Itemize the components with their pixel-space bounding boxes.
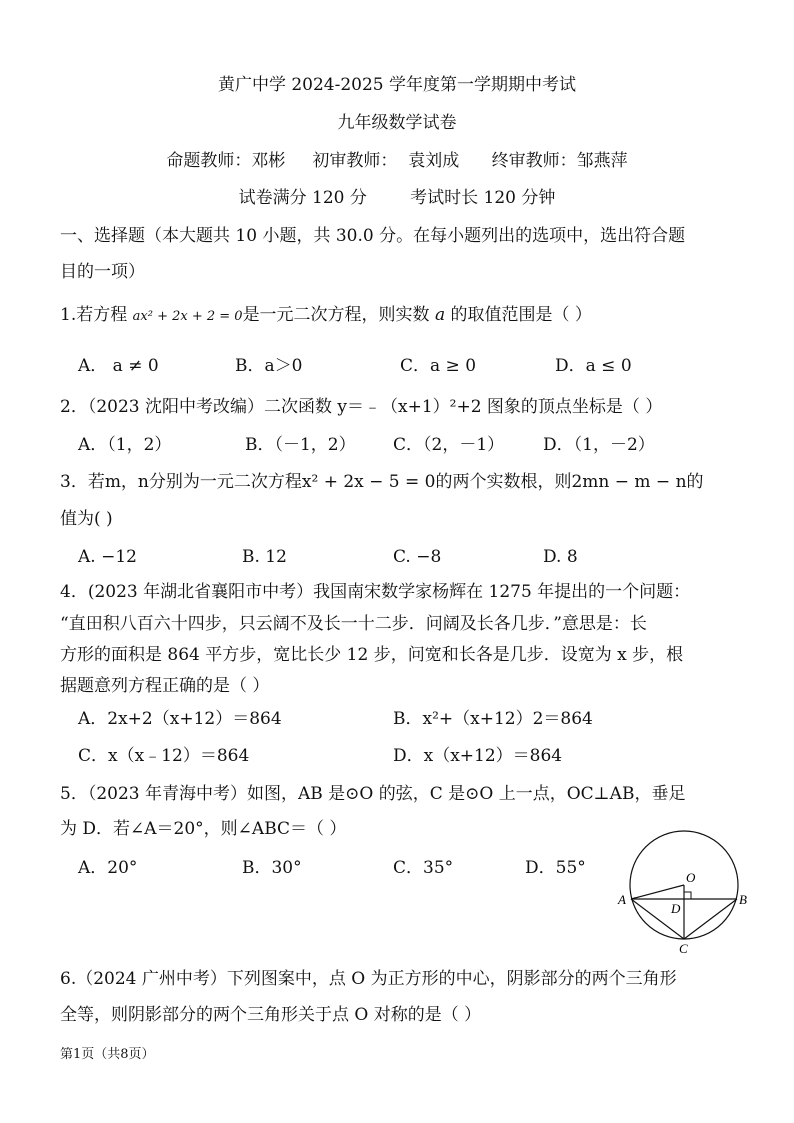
q1-variable: a [434,305,446,325]
q4-option-b: B．x²+（x+12）2＝864 [393,709,593,729]
q1-option-a: A． a ≠ 0 [78,356,159,376]
label-b: B [739,892,747,907]
question-5-line1: 5．（2023 年青海中考）如图，AB 是⊙O 的弦，C 是⊙O 上一点，OC⊥AB，垂足 [60,784,686,804]
q1-option-d: D．a ≤ 0 [555,356,632,376]
question-1-stem [60,304,592,328]
right-angle-mark [684,892,691,899]
question-3-line2: 值为( ) [60,509,113,529]
label-o: O [686,870,696,885]
q5-option-c: C．35° [393,858,454,878]
page-number: 第1页（共8页） [60,1047,155,1062]
label-a: A [618,892,626,907]
q5-option-d: D．55° [525,858,586,878]
section-heading-line2: 目的一项） [60,262,145,282]
q3-option-d: D. 8 [543,547,578,567]
label-d: D [671,901,681,916]
label-c: C [679,941,688,955]
q2-option-a: A．（1，2） [78,435,172,455]
segment-oa [631,885,684,899]
q4-option-d: D．x（x+12）＝864 [393,746,563,766]
q3-option-a: A. −12 [78,547,137,567]
exam-subtitle: 九年级数学试卷 [337,113,457,133]
q4-option-a: A．2x+2（x+12）＝864 [78,709,282,729]
q1-prefix: 1.若方程 [60,305,128,325]
teachers-line: 命题教师：邓彬 初审教师： 袁刘成 终审教师：邹燕萍 [166,151,628,171]
section-heading-line1: 一、选择题（本大题共 10 小题，共 30.0 分。在每小题列出的选项中，选出符合题 [60,226,686,246]
exam-info: 试卷满分 120 分 考试时长 120 分钟 [238,188,556,208]
q5-option-b: B．30° [242,858,302,878]
question-3-line1: 3．若m，n分别为一元二次方程x² + 2x − 5 = 0的两个实数根，则2mn − m − n的 [60,472,704,492]
question-4-line4: 据题意列方程正确的是（ ） [60,676,270,696]
question-4-line3: 方形的面积是 864 平方步，宽比长少 12 步，问宽和长各是几步．设宽为 x 步，根 [60,645,684,665]
circle-figure [610,820,760,955]
q1-suffix: 是一元二次方程，则实数 [242,305,430,325]
q1-option-c: C．a ≥ 0 [400,356,477,376]
q4-option-c: C．x（x﹣12）＝864 [78,746,250,766]
question-4-line1: 4．(2023 年湖北省襄阳市中考）我国南宋数学家杨辉在 1275 年提出的一个问题： [60,582,691,602]
question-2-stem: 2．（2023 沈阳中考改编）二次函数 y＝﹣（x+1）²+2 图象的顶点坐标是（ ） [60,397,663,417]
question-6-line2: 全等，则阴影部分的两个三角形关于点 O 对称的是（ ） [60,1005,482,1025]
q2-option-d: D．（1，－2） [543,435,655,455]
question-6-line1: 6.（2024 广州中考）下列图案中，点 O 为正方形的中心，阴影部分的两个三角形 [60,969,677,989]
q1-equation: ax² + 2x + 2 = 0 [132,309,243,324]
exam-title: 黄广中学 2024-2025 学年度第一学期期中考试 [217,75,577,95]
question-5-line2: 为 D．若∠A＝20°，则∠ABC＝（ ） [60,819,347,839]
q1-suffix2: 的取值范围是（ ） [450,305,592,325]
segment-bc [684,899,737,939]
q5-option-a: A．20° [78,858,138,878]
q2-option-b: B．（－1，2） [245,435,356,455]
q1-option-b: B．a＞0 [235,356,303,376]
q3-option-c: C. −8 [393,547,442,567]
question-4-line2: “直田积八百六十四步，只云阔不及长一十二步．问阔及长各几步．”意思是：长 [60,614,647,634]
q2-option-c: C．（2，－1） [393,435,505,455]
q3-option-b: B. 12 [242,547,287,567]
